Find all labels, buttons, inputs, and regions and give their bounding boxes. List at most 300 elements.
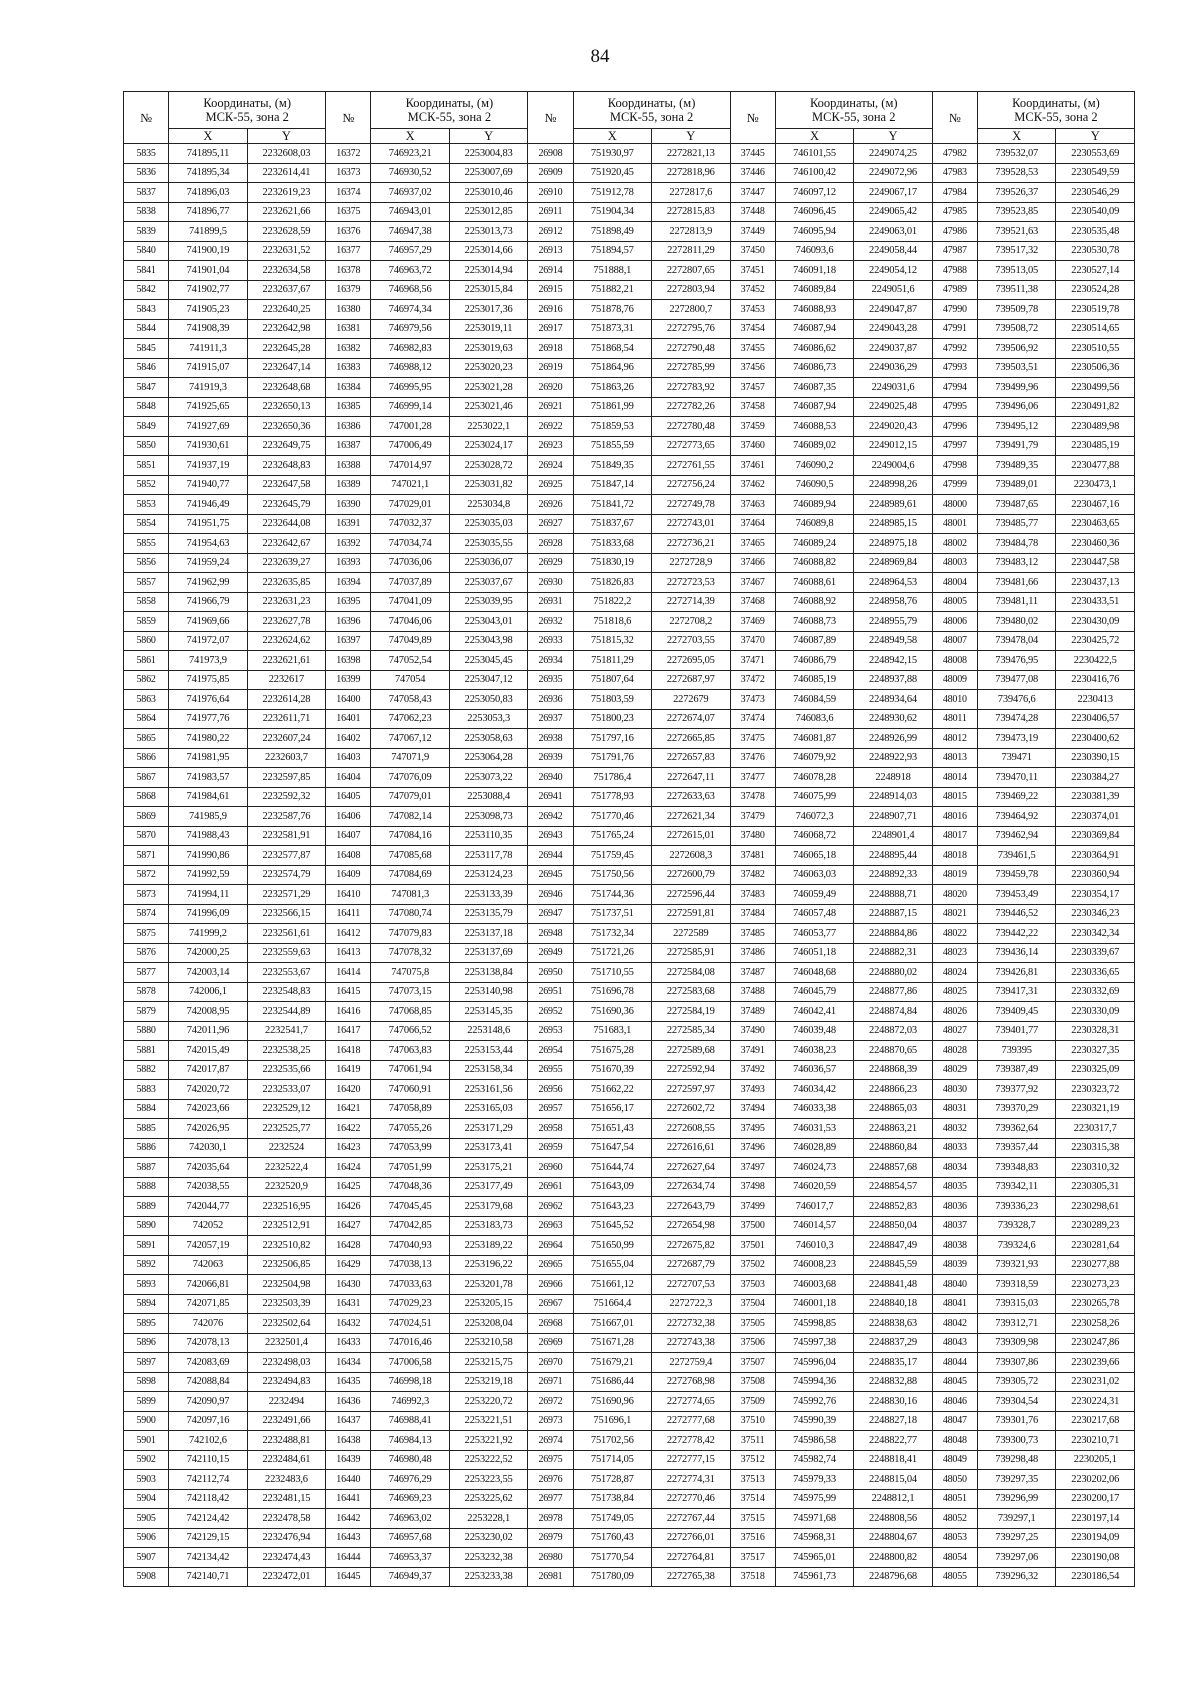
coord-y: 2232483,6: [247, 1470, 326, 1490]
table-row: [124, 1489, 1135, 1509]
coord-y: 2232603,7: [247, 748, 326, 768]
coord-y: 2272818,96: [652, 163, 731, 183]
coord-y: 2232512,91: [247, 1216, 326, 1236]
coord-y: 2253004,83: [449, 144, 528, 164]
coord-x: 739442,22: [977, 924, 1056, 944]
coord-y: 2230510,55: [1056, 339, 1135, 359]
point-number: 16406: [326, 807, 371, 827]
table-row: [124, 1353, 1135, 1373]
coord-x: 745965,01: [775, 1548, 854, 1568]
table-row: [124, 475, 1135, 495]
point-number: 37506: [730, 1333, 775, 1353]
point-number: 16403: [326, 748, 371, 768]
coord-x: 746081,87: [775, 729, 854, 749]
coord-y: 2248870,65: [854, 1041, 933, 1061]
coord-y: 2248942,15: [854, 651, 933, 671]
point-number: 16414: [326, 963, 371, 983]
coord-y: 2253019,11: [449, 319, 528, 339]
coord-x: 739301,76: [977, 1411, 1056, 1431]
coord-y: 2253196,22: [449, 1255, 528, 1275]
point-number: 5847: [124, 378, 169, 398]
coord-x: 739517,32: [977, 241, 1056, 261]
coord-y: 2230339,67: [1056, 943, 1135, 963]
coord-y: 2249063,01: [854, 222, 933, 242]
point-number: 26962: [528, 1197, 573, 1217]
coord-y: 2232502,64: [247, 1314, 326, 1334]
coord-x: 751873,31: [573, 319, 652, 339]
coord-x: 746923,21: [371, 144, 450, 164]
coord-y: 2232541,7: [247, 1021, 326, 1041]
point-number: 5861: [124, 651, 169, 671]
coord-x: 741959,24: [169, 553, 248, 573]
table-row: [124, 1119, 1135, 1139]
coord-x: 751912,78: [573, 183, 652, 203]
coord-x: 747055,26: [371, 1119, 450, 1139]
point-number: 37449: [730, 222, 775, 242]
table-row: [124, 768, 1135, 788]
point-number: 16429: [326, 1255, 371, 1275]
point-number: 37458: [730, 397, 775, 417]
coord-x: 739523,85: [977, 202, 1056, 222]
point-number: 5898: [124, 1372, 169, 1392]
point-number: 16438: [326, 1431, 371, 1451]
table-row: [124, 1021, 1135, 1041]
coord-y: 2232592,32: [247, 787, 326, 807]
coord-y: 2272817,6: [652, 183, 731, 203]
coord-x: 747029,01: [371, 495, 450, 515]
coord-x: 746969,23: [371, 1489, 450, 1509]
coord-x: 751864,96: [573, 358, 652, 378]
coord-y: 2232516,95: [247, 1197, 326, 1217]
point-number: 16382: [326, 339, 371, 359]
point-number: 26956: [528, 1080, 573, 1100]
point-number: 47995: [932, 397, 977, 417]
coord-y: 2272774,65: [652, 1392, 731, 1412]
point-number: 48018: [932, 846, 977, 866]
point-number: 37453: [730, 300, 775, 320]
coord-x: 739324,6: [977, 1236, 1056, 1256]
coord-x: 747085,68: [371, 846, 450, 866]
coord-y: 2230433,51: [1056, 592, 1135, 612]
coord-x: 739436,14: [977, 943, 1056, 963]
point-number: 37495: [730, 1119, 775, 1139]
point-number: 37450: [730, 241, 775, 261]
point-number: 26972: [528, 1392, 573, 1412]
coord-y: 2232634,58: [247, 261, 326, 281]
coord-y: 2253148,6: [449, 1021, 528, 1041]
point-number: 48003: [932, 553, 977, 573]
point-number: 26966: [528, 1275, 573, 1295]
point-number: 16424: [326, 1158, 371, 1178]
point-number: 5908: [124, 1567, 169, 1587]
coord-x: 739446,52: [977, 904, 1056, 924]
point-number: 48049: [932, 1450, 977, 1470]
coord-x: 746083,6: [775, 709, 854, 729]
coord-y: 2230527,14: [1056, 261, 1135, 281]
coord-y: 2253228,1: [449, 1509, 528, 1529]
coord-y: 2232645,79: [247, 495, 326, 515]
table-row: [124, 982, 1135, 1002]
coord-x: 747006,49: [371, 436, 450, 456]
coord-y: 2230327,35: [1056, 1041, 1135, 1061]
coord-x: 739296,32: [977, 1567, 1056, 1587]
coord-x: 751728,87: [573, 1470, 652, 1490]
coord-x: 751830,19: [573, 553, 652, 573]
coord-x: 741899,5: [169, 222, 248, 242]
coord-x: 742129,15: [169, 1528, 248, 1548]
coord-y: 2272633,63: [652, 787, 731, 807]
coord-x: 746088,73: [775, 612, 854, 632]
coord-x: 746088,53: [775, 417, 854, 437]
header-coordinates-unit: Координаты, (м): [809, 96, 898, 110]
coord-y: 2249065,42: [854, 202, 933, 222]
coord-x: 747024,51: [371, 1314, 450, 1334]
coord-x: 746078,28: [775, 768, 854, 788]
point-number: 5889: [124, 1197, 169, 1217]
table-row: [124, 1080, 1135, 1100]
coord-y: 2272764,81: [652, 1548, 731, 1568]
point-number: 37512: [730, 1450, 775, 1470]
coord-y: 2248850,04: [854, 1216, 933, 1236]
point-number: 5890: [124, 1216, 169, 1236]
coord-y: 2272665,85: [652, 729, 731, 749]
coord-x: 741992,59: [169, 865, 248, 885]
coord-x: 746053,77: [775, 924, 854, 944]
coord-y: 2253208,04: [449, 1314, 528, 1334]
coord-x: 746001,18: [775, 1294, 854, 1314]
coord-y: 2253230,02: [449, 1528, 528, 1548]
coord-x: 742102,6: [169, 1431, 248, 1451]
point-number: 5840: [124, 241, 169, 261]
coord-y: 2272761,55: [652, 456, 731, 476]
coord-y: 2230258,26: [1056, 1314, 1135, 1334]
coord-x: 739528,53: [977, 163, 1056, 183]
coord-x: 746998,18: [371, 1372, 450, 1392]
coord-x: 739401,77: [977, 1021, 1056, 1041]
coord-y: 2232501,4: [247, 1333, 326, 1353]
coord-y: 2248955,79: [854, 612, 933, 632]
point-number: 48039: [932, 1255, 977, 1275]
point-number: 48028: [932, 1041, 977, 1061]
point-number: 5853: [124, 495, 169, 515]
point-number: 26912: [528, 222, 573, 242]
coord-x: 746086,73: [775, 358, 854, 378]
coord-x: 751930,97: [573, 144, 652, 164]
point-number: 48013: [932, 748, 977, 768]
coord-x: 746003,68: [775, 1275, 854, 1295]
coord-x: 746992,3: [371, 1392, 450, 1412]
point-number: 48044: [932, 1353, 977, 1373]
table-row: [124, 631, 1135, 651]
table-row: [124, 163, 1135, 183]
point-number: 26910: [528, 183, 573, 203]
coord-y: 2253179,68: [449, 1197, 528, 1217]
coord-y: 2272777,15: [652, 1450, 731, 1470]
coord-y: 2230325,09: [1056, 1060, 1135, 1080]
header-y: Y: [1056, 129, 1135, 144]
point-number: 16390: [326, 495, 371, 515]
point-number: 37516: [730, 1528, 775, 1548]
point-number: 37504: [730, 1294, 775, 1314]
coord-y: 2232506,85: [247, 1255, 326, 1275]
coord-y: 2248838,63: [854, 1314, 933, 1334]
table-row: [124, 1158, 1135, 1178]
table-row: [124, 300, 1135, 320]
coord-x: 741972,07: [169, 631, 248, 651]
coord-y: 2272736,21: [652, 534, 731, 554]
coord-y: 2248914,03: [854, 787, 933, 807]
coord-y: 2248845,59: [854, 1255, 933, 1275]
point-number: 37457: [730, 378, 775, 398]
coord-x: 751650,99: [573, 1236, 652, 1256]
coord-y: 2232648,68: [247, 378, 326, 398]
table-row: [124, 222, 1135, 242]
point-number: 48009: [932, 670, 977, 690]
coord-y: 2272703,55: [652, 631, 731, 651]
point-number: 5873: [124, 885, 169, 905]
point-number: 37486: [730, 943, 775, 963]
coord-y: 2272679: [652, 690, 731, 710]
coord-x: 745982,74: [775, 1450, 854, 1470]
point-number: 47983: [932, 163, 977, 183]
table-row: [124, 534, 1135, 554]
coord-y: 2272585,91: [652, 943, 731, 963]
point-number: 16439: [326, 1450, 371, 1470]
table-row: [124, 1411, 1135, 1431]
coord-y: 2272756,24: [652, 475, 731, 495]
point-number: 16378: [326, 261, 371, 281]
coord-y: 2253073,22: [449, 768, 528, 788]
coord-x: 746042,41: [775, 1002, 854, 1022]
coord-y: 2230489,98: [1056, 417, 1135, 437]
point-number: 47986: [932, 222, 977, 242]
coord-y: 2232619,23: [247, 183, 326, 203]
coord-x: 751710,55: [573, 963, 652, 983]
coord-x: 741905,23: [169, 300, 248, 320]
point-number: 5856: [124, 553, 169, 573]
point-number: 26968: [528, 1314, 573, 1334]
point-number: 37505: [730, 1314, 775, 1334]
coord-y: 2253232,38: [449, 1548, 528, 1568]
coord-y: 2232494: [247, 1392, 326, 1412]
coord-x: 751702,56: [573, 1431, 652, 1451]
point-number: 16426: [326, 1197, 371, 1217]
point-number: 37452: [730, 280, 775, 300]
point-number: 16427: [326, 1216, 371, 1236]
coord-x: 751744,36: [573, 885, 652, 905]
coord-x: 742071,85: [169, 1294, 248, 1314]
table-row: [124, 1548, 1135, 1568]
coord-x: 747046,06: [371, 612, 450, 632]
coord-y: 2230186,54: [1056, 1567, 1135, 1587]
coord-x: 747036,06: [371, 553, 450, 573]
point-number: 47999: [932, 475, 977, 495]
coord-x: 741946,49: [169, 495, 248, 515]
coord-x: 747049,89: [371, 631, 450, 651]
coord-x: 747084,16: [371, 826, 450, 846]
coord-y: 2230200,17: [1056, 1489, 1135, 1509]
coord-y: 2272596,44: [652, 885, 731, 905]
table-row: [124, 846, 1135, 866]
coord-x: 739336,23: [977, 1197, 1056, 1217]
table-row: [124, 1002, 1135, 1022]
header-coordinates-unit: Координаты, (м): [1012, 96, 1100, 110]
coord-y: 2253171,29: [449, 1119, 528, 1139]
point-number: 5903: [124, 1470, 169, 1490]
coord-y: 2230205,1: [1056, 1450, 1135, 1470]
coord-y: 2248985,15: [854, 514, 933, 534]
coord-y: 2253201,78: [449, 1275, 528, 1295]
point-number: 5883: [124, 1080, 169, 1100]
point-number: 5849: [124, 417, 169, 437]
coord-y: 2232561,61: [247, 924, 326, 944]
point-number: 26945: [528, 865, 573, 885]
header-number: №: [124, 92, 169, 144]
coord-y: 2248949,58: [854, 631, 933, 651]
coord-y: 2230384,27: [1056, 768, 1135, 788]
coord-y: 2272583,68: [652, 982, 731, 1002]
coord-y: 2253189,22: [449, 1236, 528, 1256]
point-number: 37474: [730, 709, 775, 729]
point-number: 37511: [730, 1431, 775, 1451]
point-number: 16412: [326, 924, 371, 944]
coord-y: 2248837,29: [854, 1333, 933, 1353]
table-row: [124, 1470, 1135, 1490]
coord-x: 751904,34: [573, 202, 652, 222]
point-number: 37517: [730, 1548, 775, 1568]
coord-y: 2272597,97: [652, 1080, 731, 1100]
point-number: 5838: [124, 202, 169, 222]
point-number: 5845: [124, 339, 169, 359]
point-number: 16395: [326, 592, 371, 612]
point-number: 16437: [326, 1411, 371, 1431]
coord-y: 2230381,39: [1056, 787, 1135, 807]
point-number: 26951: [528, 982, 573, 1002]
coord-x: 751868,54: [573, 339, 652, 359]
coord-x: 746930,52: [371, 163, 450, 183]
coord-x: 746072,3: [775, 807, 854, 827]
coord-x: 741896,03: [169, 183, 248, 203]
coord-y: 2253175,21: [449, 1158, 528, 1178]
coord-x: 739513,05: [977, 261, 1056, 281]
header-coordinate-system: МСК-55, зона 2: [407, 110, 492, 124]
coord-y: 2232607,24: [247, 729, 326, 749]
point-number: 5871: [124, 846, 169, 866]
coord-x: 747082,14: [371, 807, 450, 827]
table-row: [124, 280, 1135, 300]
coord-y: 2272621,34: [652, 807, 731, 827]
point-number: 5899: [124, 1392, 169, 1412]
coord-x: 739491,79: [977, 436, 1056, 456]
coord-x: 746034,42: [775, 1080, 854, 1100]
table-row: [124, 924, 1135, 944]
point-number: 26941: [528, 787, 573, 807]
point-number: 16416: [326, 1002, 371, 1022]
coord-x: 742011,96: [169, 1021, 248, 1041]
coord-y: 2230247,86: [1056, 1333, 1135, 1353]
coord-y: 2253031,82: [449, 475, 528, 495]
coord-x: 747038,13: [371, 1255, 450, 1275]
coord-x: 742090,97: [169, 1392, 248, 1412]
coord-x: 746088,92: [775, 592, 854, 612]
coord-x: 751863,26: [573, 378, 652, 398]
coord-x: 751807,64: [573, 670, 652, 690]
coord-y: 2272627,64: [652, 1158, 731, 1178]
point-number: 47994: [932, 378, 977, 398]
coord-x: 742044,77: [169, 1197, 248, 1217]
point-number: 26978: [528, 1509, 573, 1529]
coord-y: 2232650,13: [247, 397, 326, 417]
table-row: [124, 748, 1135, 768]
coord-y: 2232624,62: [247, 631, 326, 651]
coord-x: 739409,45: [977, 1002, 1056, 1022]
point-number: 37469: [730, 612, 775, 632]
table-row: [124, 1528, 1135, 1548]
coord-y: 2232635,85: [247, 573, 326, 593]
coord-x: 746953,37: [371, 1548, 450, 1568]
point-number: 37477: [730, 768, 775, 788]
table-row: [124, 670, 1135, 690]
point-number: 37510: [730, 1411, 775, 1431]
point-number: 5866: [124, 748, 169, 768]
coord-y: 2248918: [854, 768, 933, 788]
coord-y: 2253037,67: [449, 573, 528, 593]
coord-x: 751888,1: [573, 261, 652, 281]
point-number: 16399: [326, 670, 371, 690]
coord-x: 741999,2: [169, 924, 248, 944]
coord-y: 2272770,46: [652, 1489, 731, 1509]
point-number: 16396: [326, 612, 371, 632]
coord-y: 2253140,98: [449, 982, 528, 1002]
coord-y: 2248832,88: [854, 1372, 933, 1392]
coord-x: 746086,62: [775, 339, 854, 359]
coord-y: 2253021,28: [449, 378, 528, 398]
coord-x: 751671,28: [573, 1333, 652, 1353]
header-coordinate-system: МСК-55, зона 2: [812, 110, 896, 124]
point-number: 48025: [932, 982, 977, 1002]
coord-y: 2230281,64: [1056, 1236, 1135, 1256]
table-row: [124, 553, 1135, 573]
point-number: 47991: [932, 319, 977, 339]
coord-y: 2248895,44: [854, 846, 933, 866]
coord-x: 739526,37: [977, 183, 1056, 203]
coord-x: 739357,44: [977, 1138, 1056, 1158]
point-number: 48011: [932, 709, 977, 729]
coord-y: 2249031,6: [854, 378, 933, 398]
coord-x: 742112,74: [169, 1470, 248, 1490]
coord-y: 2272589,68: [652, 1041, 731, 1061]
header-number: №: [528, 92, 573, 144]
point-number: 48055: [932, 1567, 977, 1587]
coord-y: 2272766,01: [652, 1528, 731, 1548]
point-number: 5855: [124, 534, 169, 554]
coord-x: 746979,56: [371, 319, 450, 339]
coord-y: 2232498,03: [247, 1353, 326, 1373]
point-number: 16445: [326, 1567, 371, 1587]
coord-y: 2230390,15: [1056, 748, 1135, 768]
coord-x: 747029,23: [371, 1294, 450, 1314]
table-row: [124, 787, 1135, 807]
coord-x: 741896,77: [169, 202, 248, 222]
coord-y: 2253210,58: [449, 1333, 528, 1353]
coord-x: 739508,72: [977, 319, 1056, 339]
coord-x: 751760,43: [573, 1528, 652, 1548]
coord-x: 742118,42: [169, 1489, 248, 1509]
coord-x: 746093,6: [775, 241, 854, 261]
coord-y: 2253110,35: [449, 826, 528, 846]
coord-y: 2272774,31: [652, 1470, 731, 1490]
coord-x: 739470,11: [977, 768, 1056, 788]
